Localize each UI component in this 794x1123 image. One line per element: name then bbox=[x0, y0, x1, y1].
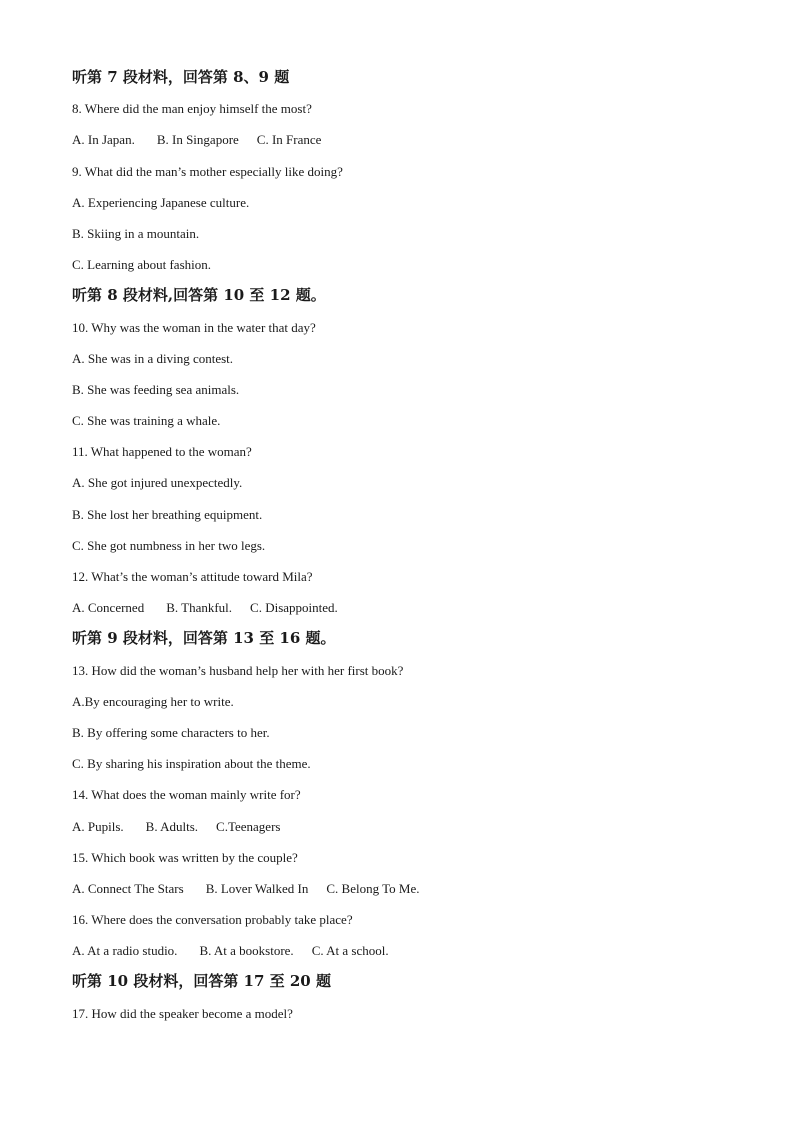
question-text: 15. Which book was written by the couple? bbox=[72, 849, 298, 865]
option-text: C. Belong To Me. bbox=[326, 880, 420, 896]
section-heading: 听第 10 段材料，回答第 17 至 20 题 bbox=[72, 972, 331, 991]
option-line: C. She got numbness in her two legs. bbox=[72, 537, 266, 553]
options-row bbox=[72, 811, 752, 842]
question-text: 13. How did the woman’s husband help her with her first book? bbox=[72, 662, 404, 678]
question-text: 16. Where does the conversation probably take place? bbox=[72, 912, 353, 928]
option-text: C.Teenagers bbox=[216, 818, 281, 834]
question-text: 9. What did the man’s mother especially like doing? bbox=[72, 163, 343, 179]
option-line: A.By encouraging her to write. bbox=[72, 693, 234, 709]
option-line: A. She was in a diving contest. bbox=[72, 350, 234, 366]
option-line: B. She was feeding sea animals. bbox=[72, 381, 240, 397]
options-row bbox=[72, 592, 752, 623]
options-row bbox=[72, 124, 752, 155]
question-text: 11. What happened to the woman? bbox=[72, 444, 252, 460]
option-text: B. Lover Walked In bbox=[205, 880, 309, 896]
question-text: 12. What’s the woman’s attitude toward Mila? bbox=[72, 569, 313, 584]
option-text: B. In Singapore bbox=[156, 132, 239, 148]
option-text: B. At a bookstore. bbox=[199, 943, 294, 959]
option-line: B. Skiing in a mountain. bbox=[72, 225, 200, 241]
option-text: C. In France bbox=[256, 132, 322, 148]
section-heading: 听第 9 段材料，回答第 13 至 16 题。 bbox=[72, 629, 336, 648]
option-text: B. Adults. bbox=[145, 818, 199, 834]
question-text: 10. Why was the woman in the water that day? bbox=[72, 319, 316, 335]
option-line: C. Learning about fashion. bbox=[72, 257, 211, 273]
question-text: 8. Where did the man enjoy himself the most? bbox=[72, 101, 312, 117]
option-line: A. Experiencing Japanese culture. bbox=[72, 194, 250, 210]
question-text: 14. What does the woman mainly write for? bbox=[72, 787, 301, 803]
option-line: C. She was training a whale. bbox=[72, 413, 221, 429]
option-text: A. Connect The Stars bbox=[72, 880, 184, 896]
option-text: A. In Japan. bbox=[72, 132, 135, 148]
option-text: C. Disappointed. bbox=[250, 600, 338, 616]
option-text: A. Pupils. bbox=[72, 818, 124, 834]
option-line: B. By offering some characters to her. bbox=[72, 724, 270, 740]
options-row bbox=[72, 873, 752, 904]
document-page bbox=[72, 62, 752, 1029]
section-heading: 听第 7 段材料，回答第 8、9 题 bbox=[72, 68, 290, 86]
option-line: A. She got injured unexpectedly. bbox=[72, 475, 243, 491]
option-text: C. At a school. bbox=[311, 943, 389, 959]
option-text: B. Thankful. bbox=[166, 600, 233, 616]
option-line: C. By sharing his inspiration about the theme. bbox=[72, 756, 311, 772]
section-heading: 听第 8 段材料,回答第 10 至 12 题。 bbox=[72, 286, 326, 305]
options-row bbox=[72, 935, 752, 966]
question-text: 17. How did the speaker become a model? bbox=[72, 1005, 293, 1021]
option-text: A. At a radio studio. bbox=[72, 943, 178, 959]
option-line: B. She lost her breathing equipment. bbox=[72, 506, 263, 522]
option-text: A. Concerned bbox=[72, 600, 145, 616]
